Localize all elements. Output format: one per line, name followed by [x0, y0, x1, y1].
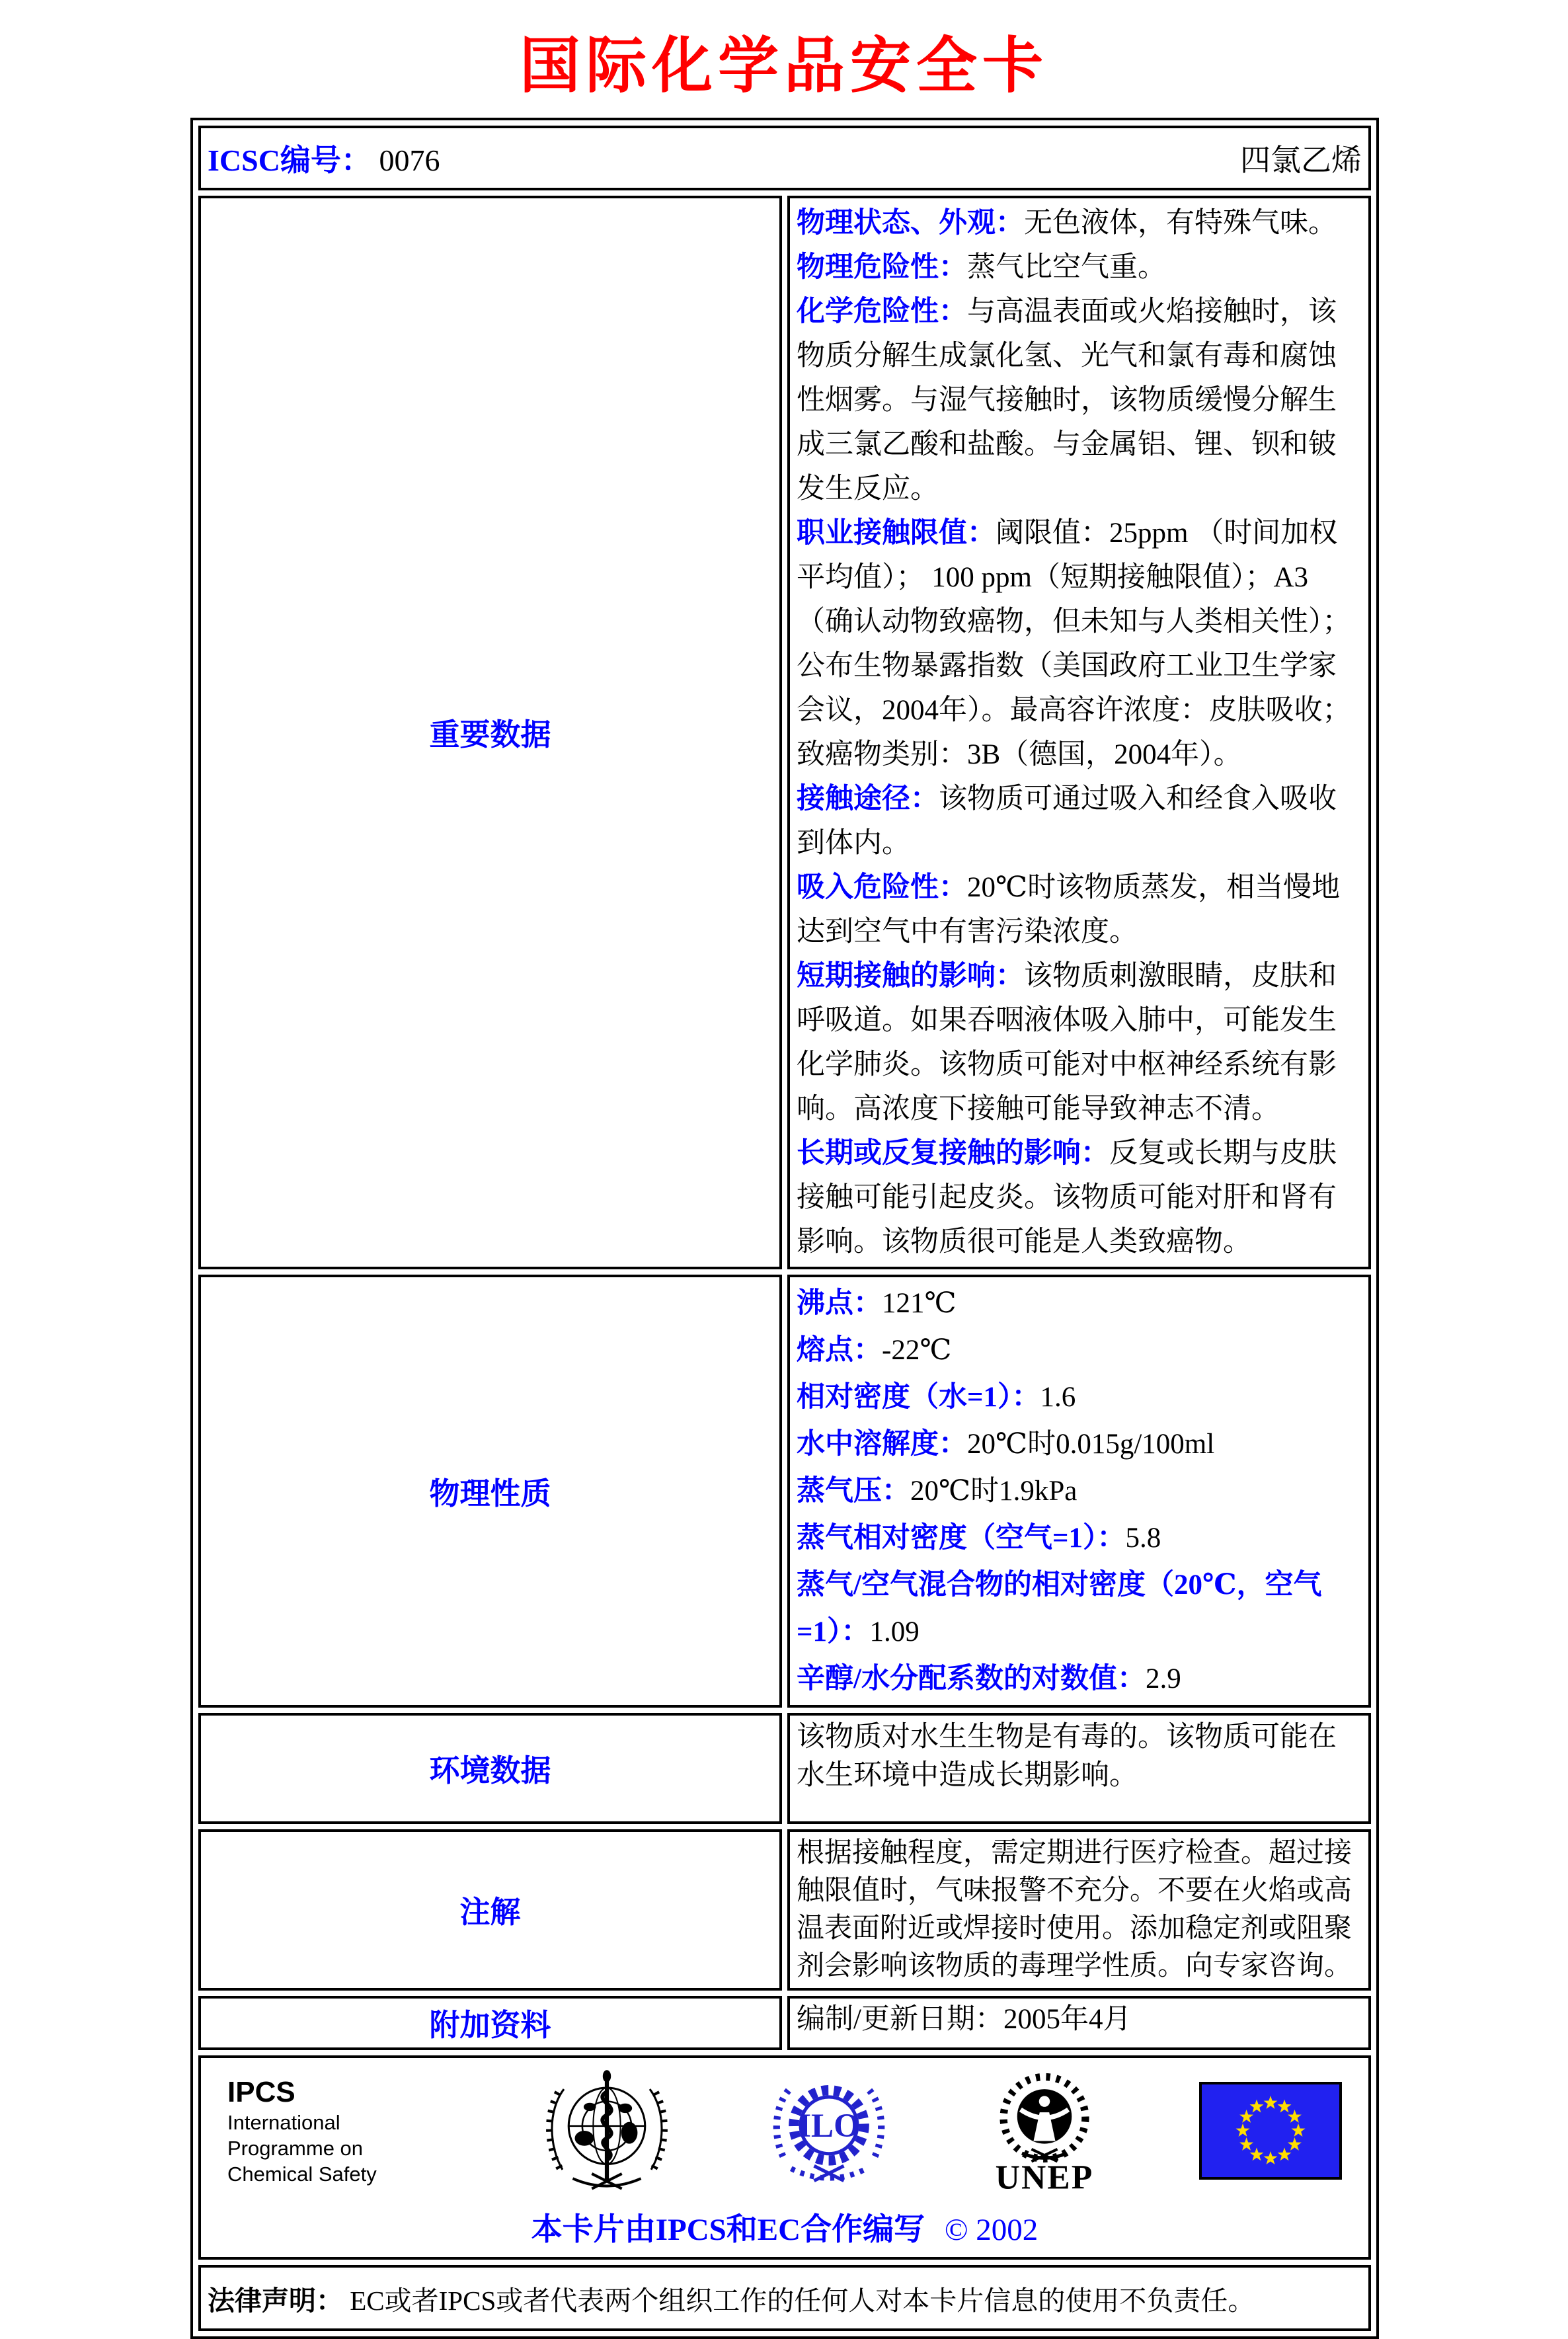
who-logo-icon: [542, 2066, 672, 2196]
icsc-number-value: 0076: [379, 143, 440, 177]
icsc-number-label: ICSC编号：: [208, 143, 372, 177]
copyright-text: © 2002: [944, 2213, 1039, 2247]
field-value: 20℃时该物质蒸发，相当慢地达到空气中有害污染浓度。: [797, 872, 1341, 947]
eu-flag-icon: [1199, 2082, 1342, 2180]
property-line: [797, 1468, 1362, 1515]
physical-properties-content: [787, 1275, 1371, 1708]
field-label: 职业接触限值：: [797, 518, 996, 549]
logos-cell: [198, 2055, 1371, 2260]
field-value: 蒸气比空气重。: [967, 252, 1166, 283]
additional-info-row: [198, 1996, 1371, 2050]
paragraph: [797, 865, 1362, 954]
field-label: 化学危险性：: [797, 296, 967, 327]
field-value: 20℃时1.9kPa: [910, 1476, 1078, 1507]
property-line: [797, 1327, 1362, 1374]
logos-row: [198, 2055, 1371, 2260]
property-line: [797, 1562, 1362, 1655]
unep-logo-text: UNEP: [995, 2159, 1094, 2196]
field-label: 相对密度（水=1）：: [797, 1382, 1040, 1413]
legal-text: EC或者IPCS或者代表两个组织工作的任何人对本卡片信息的使用不负责任。: [350, 2285, 1255, 2316]
field-label: 沸点：: [797, 1288, 882, 1319]
environment-row: [198, 1713, 1371, 1824]
field-label: 接触途径：: [797, 783, 939, 814]
field-label: 物理危险性：: [797, 252, 967, 283]
field-value: 1.6: [1040, 1382, 1076, 1413]
additional-info-label: 附加资料: [198, 1996, 782, 2050]
paragraph: [797, 954, 1362, 1131]
environment-content: 该物质对水生生物是有毒的。该物质可能在水生环境中造成长期影响。: [787, 1713, 1371, 1824]
ilo-logo-text: ILO: [798, 2107, 860, 2145]
physical-properties-row: [198, 1275, 1371, 1708]
header-row: [198, 126, 1371, 190]
field-label: 长期或反复接触的影响：: [797, 1138, 1109, 1169]
icsc-card-table: [190, 118, 1379, 2339]
important-data-row: [198, 196, 1371, 1269]
environment-label: 环境数据: [198, 1713, 782, 1824]
credit-line: [217, 2205, 1352, 2249]
paragraph: [797, 290, 1362, 511]
ipcs-text-block: [227, 2075, 446, 2187]
legal-label: 法律声明：: [208, 2285, 343, 2316]
property-line: [797, 1280, 1362, 1327]
field-label: 辛醇/水分配系数的对数值：: [797, 1663, 1146, 1694]
field-value: 121℃: [882, 1288, 957, 1319]
field-value: 阈限值：25ppm （时间加权平均值）； 100 ppm（短期接触限值）；A3（确认动物致癌物，但未知与人类相关性）；公布生物暴露指数（美国政府工业卫生学家会议，2004年）。最高容许浓度：皮肤吸收；致癌物类别：3B（德国，2004年）。: [797, 518, 1351, 770]
credit-text: 本卡片由IPCS和EC合作编写: [531, 2213, 925, 2247]
field-label: 蒸气相对密度（空气=1）：: [797, 1523, 1126, 1554]
field-value: 该物质可通过吸入和经食入吸收到体内。: [797, 783, 1337, 859]
field-label: 短期接触的影响：: [797, 961, 1024, 992]
field-value: 20℃时0.015g/100ml: [967, 1429, 1215, 1460]
property-line: [797, 1515, 1362, 1562]
header-cell: [198, 126, 1371, 190]
additional-info-content: 编制/更新日期：2005年4月: [787, 1996, 1371, 2050]
field-label: 水中溶解度：: [797, 1429, 967, 1460]
notes-label: 注解: [198, 1829, 782, 1991]
field-label: 熔点：: [797, 1335, 882, 1366]
ipcs-subtitle-line2: Programme on: [227, 2136, 364, 2160]
field-value: 5.8: [1125, 1523, 1161, 1554]
property-line: [797, 1655, 1362, 1702]
page-title: 国际化学品安全卡: [519, 30, 1048, 101]
paragraph: [797, 201, 1362, 245]
important-data-label: 重要数据: [198, 196, 782, 1269]
field-value: 无色液体，有特殊气味。: [1024, 208, 1337, 239]
icsc-number-group: [208, 136, 440, 180]
property-line: [797, 1374, 1362, 1421]
field-label: 蒸气压：: [797, 1476, 910, 1507]
field-value: 反复或长期与皮肤接触可能引起皮炎。该物质可能对肝和肾有影响。该物质很可能是人类致癌物。: [797, 1138, 1337, 1257]
paragraph: [797, 1131, 1362, 1264]
ipcs-subtitle-line1: International: [227, 2110, 340, 2134]
legal-row: [198, 2265, 1371, 2331]
paragraph: [797, 777, 1362, 865]
paragraph: [797, 245, 1362, 290]
field-label: 吸入危险性：: [797, 872, 967, 903]
ipcs-subtitle-line3: Chemical Safety: [227, 2162, 377, 2186]
field-value: -22℃: [882, 1335, 952, 1366]
field-label: 蒸气/空气混合物的相对密度（20℃，空气=1）：: [797, 1569, 1322, 1647]
physical-properties-label: 物理性质: [198, 1275, 782, 1708]
field-label: 物理状态、外观：: [797, 208, 1024, 239]
important-data-content: [787, 196, 1371, 1269]
property-line: [797, 1421, 1362, 1468]
ipcs-acronym: IPCS: [227, 2075, 295, 2108]
ilo-logo-icon: [768, 2070, 890, 2192]
field-value: 该物质刺激眼睛，皮肤和呼吸道。如果吞咽液体吸入肺中，可能发生化学肺炎。该物质可能对中枢神经系统有影响。高浓度下接触可能导致神志不清。: [797, 961, 1337, 1125]
paragraph: [797, 511, 1362, 777]
field-value: 2.9: [1145, 1663, 1181, 1694]
unep-logo-icon: [986, 2066, 1103, 2196]
notes-row: [198, 1829, 1371, 1991]
chemical-name: 四氯乙烯: [1240, 143, 1362, 177]
notes-content: 根据接触程度，需定期进行医疗检查。超过接触限值时，气味报警不充分。不要在火焰或高温表面附近或焊接时使用。添加稳定剂或阻聚剂会影响该物质的毒理学性质。向专家咨询。: [787, 1829, 1371, 1991]
field-value: 1.09: [869, 1616, 920, 1647]
field-value: 与高温表面或火焰接触时，该物质分解生成氯化氢、光气和氯有毒和腐蚀性烟雾。与湿气接触时，该物质缓慢分解生成三氯乙酸和盐酸。与金属铝、锂、钡和铍发生反应。: [797, 296, 1337, 504]
legal-cell: [198, 2265, 1371, 2331]
